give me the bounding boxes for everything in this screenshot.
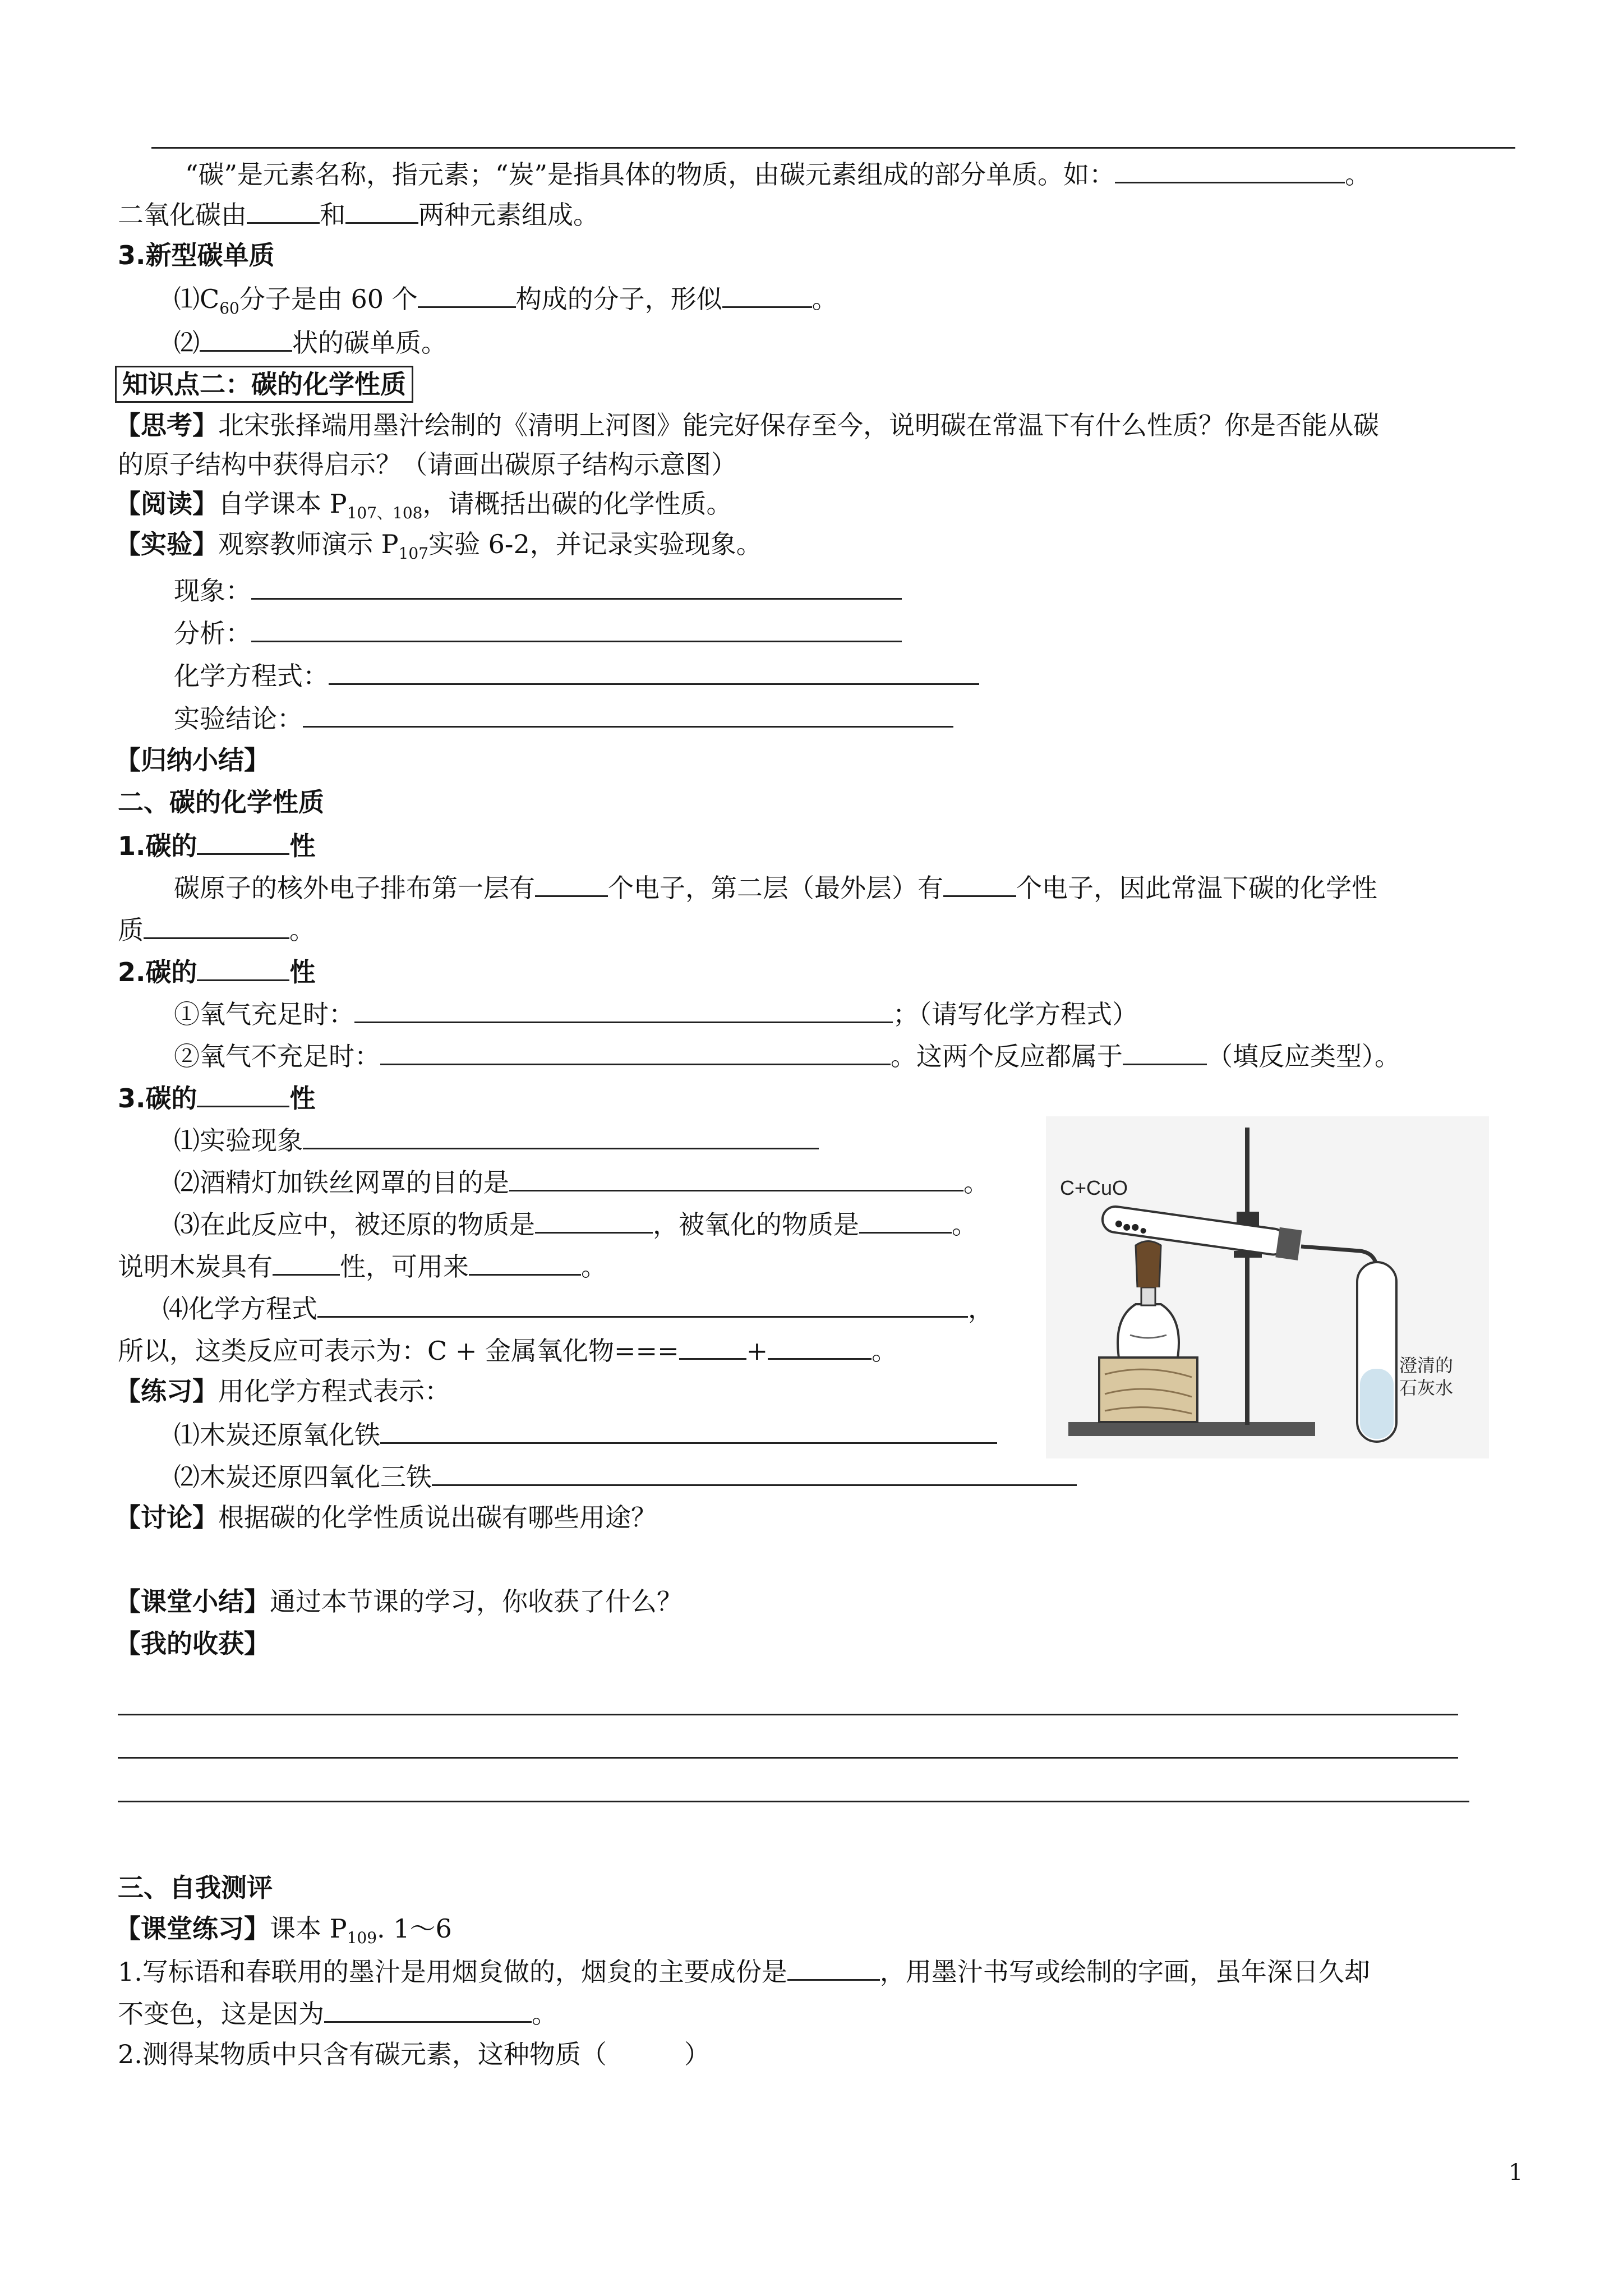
field-conclusion: 实验结论： (174, 700, 953, 735)
carbon-reduction-apparatus-figure (1046, 1116, 1489, 1458)
heading-reducibility: 3.碳的 性 (118, 1080, 315, 1115)
top-rule (151, 147, 1515, 149)
practice-q1: ⑴木炭还原氧化铁 (174, 1416, 997, 1452)
heading-combustibility: 2.碳的 性 (118, 954, 315, 989)
think-line-1: 【思考】北宋张择端用墨汁绘制的《清明上河图》能完好保存至今，说明碳在常温下有什么性质？你是否能从碳 (115, 410, 1379, 440)
think-line-2: 的原子结构中获得启示？（请画出碳原子结构示意图） (118, 449, 737, 480)
class-practice-line: 【课堂练习】课本 $P_{109}$. 1～6 (115, 1913, 452, 1948)
discussion-line: 【讨论】根据碳的化学性质说出碳有哪些用途？ (115, 1502, 657, 1533)
class-summary-line: 【课堂小结】通过本节课的学习，你收获了什么？ (115, 1586, 683, 1617)
read-line: 【阅读】自学课本 $P_{107、108}$，请概括出碳的化学性质。 (115, 489, 732, 523)
figure-label-lime-1: 澄清的 (1399, 1355, 1454, 1376)
practice-q2: ⑵木炭还原四氧化三铁 (174, 1458, 1077, 1494)
knowledge-point-2: 知识点二：碳的化学性质 (115, 366, 413, 403)
section-2-title: 二、碳的化学性质 (118, 787, 324, 817)
carbon-definition-line: “碳”是元素名称，指元素；“炭”是指具体的物质，由碳元素组成的部分单质。如： 。 (185, 156, 1371, 191)
electron-line-2: 质 。 (118, 912, 315, 947)
oxygen-less-line: ②氧气不充足时： 。这两个反应都属于 （填反应类型）。 (174, 1038, 1400, 1073)
my-gains-tag: 【我的收获】 (115, 1628, 270, 1659)
heading-stability: 1.碳的 性 (118, 827, 315, 863)
figure-label-tube: C+CuO (1060, 1176, 1128, 1199)
field-analysis: 分析： (174, 615, 902, 650)
field-phenomenon: 现象： (174, 572, 902, 608)
c60-line: $⑴C_{60}$分子是由 60 个 构成的分子，形似 。 (174, 280, 838, 325)
field-equation: 化学方程式： (174, 657, 979, 693)
gain-line-1 (118, 1714, 1458, 1715)
figure-label-lime-2: 石灰水 (1399, 1377, 1454, 1398)
item2-line: ⑵ 状的碳单质。 (174, 324, 447, 360)
electron-line-1: 碳原子的核外电子排布第一层有 个电子，第二层（最外层）有 个电子，因此常温下碳的化学性 (174, 869, 1377, 905)
reduction-item-4: 说明木炭具有 性，可用来 。 (118, 1248, 607, 1283)
summary-tag: 【归纳小结】 (115, 745, 270, 775)
experiment-line: 【实验】观察教师演示 $P_{107}$实验 6-2，并记录实验现象。 (115, 529, 762, 563)
page-number: 1 (1509, 2160, 1523, 2185)
reduction-item-5: ⑷化学方程式 ， (163, 1290, 994, 1326)
quiz-q1-line2: 不变色，这是因为 。 (118, 1995, 557, 2031)
quiz-q2: 2.测得某物质中只含有碳元素，这种物质（ ） (118, 2039, 710, 2069)
reduction-general-form: 所以，这类反应可表示为：C + 金属氧化物=== + 。 (118, 1332, 897, 1368)
reduction-item-3: ⑶在此反应中，被还原的物质是 ，被氧化的物质是 。 (174, 1206, 978, 1241)
section-3-title: 三、自我测评 (118, 1872, 273, 1903)
oxygen-full-line: ①氧气充足时： ；（请写化学方程式） (174, 996, 1138, 1031)
gain-line-2 (118, 1757, 1458, 1759)
heading-new-carbon: 3.新型碳单质 (118, 240, 275, 270)
practice-line: 【练习】用化学方程式表示： (115, 1376, 450, 1406)
co2-line: 二氧化碳由 和 两种元素组成。 (118, 196, 599, 232)
gain-line-3 (118, 1801, 1469, 1802)
reduction-item-1: ⑴实验现象 (174, 1122, 819, 1157)
reduction-item-2: ⑵酒精灯加铁丝网罩的目的是 。 (174, 1164, 989, 1199)
quiz-q1-line1: 1.写标语和春联用的墨汁是用烟炱做的，烟炱的主要成份是 ，用墨汁书写或绘制的字画，虽年深日久却 (118, 1953, 1370, 1989)
